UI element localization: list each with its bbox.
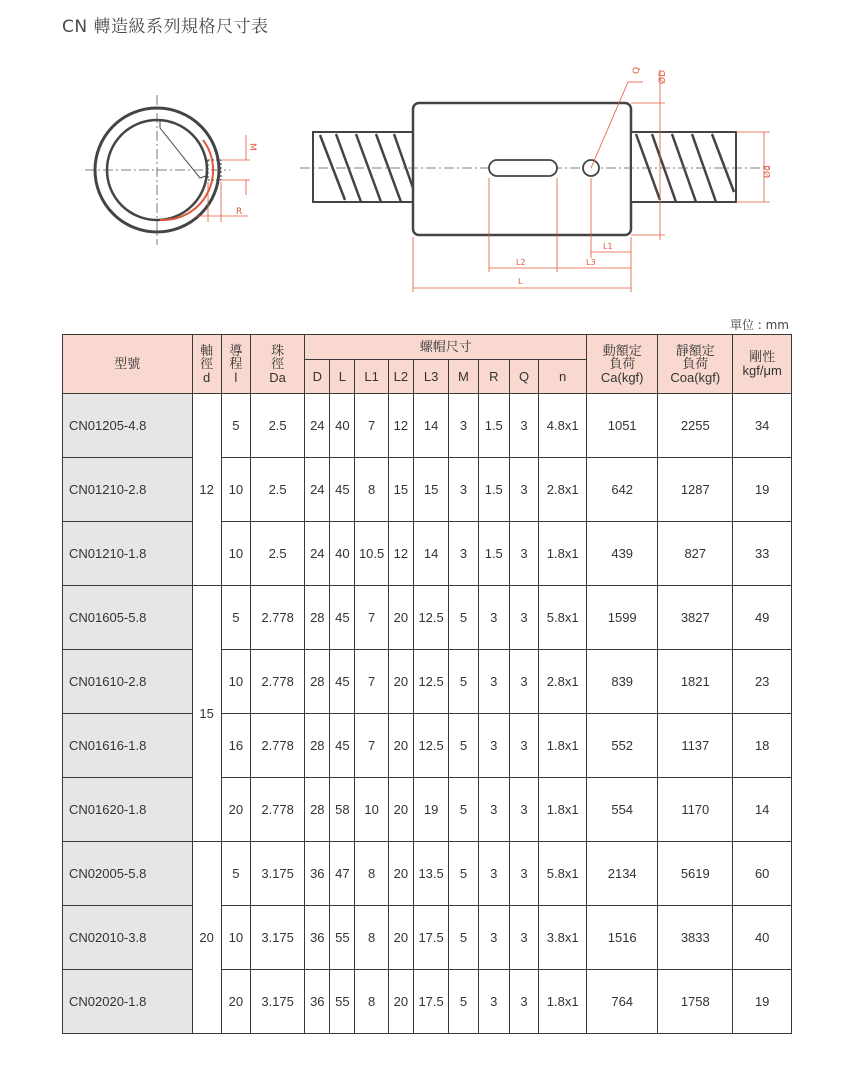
cell-d: 24 [305, 458, 330, 522]
cell-d: 24 [305, 394, 330, 458]
cell-l1: 10 [355, 778, 388, 842]
cell-d: 28 [305, 586, 330, 650]
cell-k: 60 [733, 842, 792, 906]
cell-r: 3 [478, 714, 509, 778]
cell-ca: 439 [587, 522, 658, 586]
cell-l: 45 [330, 650, 355, 714]
cell-n: 3.8x1 [539, 906, 587, 970]
cell-k: 34 [733, 394, 792, 458]
cell-r: 1.5 [478, 458, 509, 522]
cell-l2: 12 [388, 522, 413, 586]
cell-l1: 7 [355, 714, 388, 778]
cell-n: 5.8x1 [539, 842, 587, 906]
cell-l1: 7 [355, 586, 388, 650]
cell-l2: 20 [388, 970, 413, 1034]
cell-lead: 10 [221, 906, 250, 970]
cell-n: 4.8x1 [539, 394, 587, 458]
table-row [63, 458, 792, 522]
cell-l3: 14 [413, 394, 449, 458]
cell-da: 3.175 [250, 970, 304, 1034]
cell-coa: 5619 [658, 842, 733, 906]
cell-l: 45 [330, 586, 355, 650]
table-row [63, 522, 792, 586]
cell-ca: 552 [587, 714, 658, 778]
cell-l2: 20 [388, 778, 413, 842]
cell-coa: 1137 [658, 714, 733, 778]
cell-m: 5 [449, 650, 478, 714]
cell-n: 1.8x1 [539, 522, 587, 586]
header-static: 靜額定 負荷 Coa(kgf) [658, 335, 733, 394]
cell-ca: 1051 [587, 394, 658, 458]
model-cell: CN01610-2.8 [63, 650, 193, 714]
table-row [63, 394, 792, 458]
cell-d: 24 [305, 522, 330, 586]
cell-l: 58 [330, 778, 355, 842]
cell-l: 40 [330, 522, 355, 586]
model-cell: CN01620-1.8 [63, 778, 193, 842]
cell-ca: 554 [587, 778, 658, 842]
cell-ca: 642 [587, 458, 658, 522]
cell-n: 1.8x1 [539, 778, 587, 842]
cell-l3: 13.5 [413, 842, 449, 906]
cell-l: 55 [330, 906, 355, 970]
cell-da: 2.778 [250, 586, 304, 650]
dim-od-label: ØD [658, 69, 668, 84]
cell-da: 2.5 [250, 522, 304, 586]
cell-m: 5 [449, 906, 478, 970]
cell-coa: 827 [658, 522, 733, 586]
model-cell: CN02010-3.8 [63, 906, 193, 970]
cell-l2: 20 [388, 714, 413, 778]
table-row [63, 906, 792, 970]
cell-ca: 2134 [587, 842, 658, 906]
cell-r: 1.5 [478, 522, 509, 586]
cell-ca: 764 [587, 970, 658, 1034]
header-nut-l1: L1 [355, 360, 388, 394]
cell-q: 3 [509, 778, 538, 842]
cell-l3: 15 [413, 458, 449, 522]
cell-da: 2.778 [250, 650, 304, 714]
cell-d: 28 [305, 714, 330, 778]
cell-l2: 12 [388, 394, 413, 458]
cell-l3: 17.5 [413, 970, 449, 1034]
cell-coa: 1821 [658, 650, 733, 714]
table-row [63, 586, 792, 650]
cell-l: 45 [330, 714, 355, 778]
cell-da: 3.175 [250, 842, 304, 906]
cell-r: 3 [478, 906, 509, 970]
dim-l2-label: L2 [516, 258, 526, 267]
cell-l: 47 [330, 842, 355, 906]
cell-l3: 19 [413, 778, 449, 842]
cell-q: 3 [509, 842, 538, 906]
cell-q: 3 [509, 458, 538, 522]
dim-l-label: L [518, 277, 523, 286]
cell-l1: 8 [355, 906, 388, 970]
dim-l1-label: L1 [603, 242, 613, 251]
cell-q: 3 [509, 650, 538, 714]
header-nut-r: R [478, 360, 509, 394]
model-cell: CN01205-4.8 [63, 394, 193, 458]
cell-da: 3.175 [250, 906, 304, 970]
cell-n: 2.8x1 [539, 650, 587, 714]
cell-l1: 8 [355, 970, 388, 1034]
table-row [63, 778, 792, 842]
header-nut-l3: L3 [413, 360, 449, 394]
cell-r: 3 [478, 778, 509, 842]
cell-coa: 2255 [658, 394, 733, 458]
header-model: 型號 [63, 335, 193, 394]
header-dynamic: 動額定 負荷 Ca(kgf) [587, 335, 658, 394]
shaft-diameter-cell: 20 [192, 842, 221, 1034]
dim-m-label: M [247, 143, 257, 151]
header-rigidity: 剛性 kgf/μm [733, 335, 792, 394]
header-ball: 珠 徑 Da [250, 335, 304, 394]
header-nut-m: M [449, 360, 478, 394]
cell-l2: 20 [388, 906, 413, 970]
shaft-diameter-cell: 12 [192, 394, 221, 586]
cell-d: 36 [305, 906, 330, 970]
ball-screw-drawing [0, 40, 855, 300]
cell-l3: 12.5 [413, 586, 449, 650]
cell-l1: 8 [355, 458, 388, 522]
cell-lead: 20 [221, 778, 250, 842]
cell-r: 3 [478, 970, 509, 1034]
cell-ca: 839 [587, 650, 658, 714]
cell-lead: 5 [221, 394, 250, 458]
cell-d: 36 [305, 842, 330, 906]
header-nut-d: D [305, 360, 330, 394]
cell-l1: 7 [355, 650, 388, 714]
cell-q: 3 [509, 906, 538, 970]
cell-l: 40 [330, 394, 355, 458]
header-nut-l: L [330, 360, 355, 394]
cell-l1: 10.5 [355, 522, 388, 586]
cell-lead: 5 [221, 842, 250, 906]
cell-coa: 1170 [658, 778, 733, 842]
model-cell: CN01605-5.8 [63, 586, 193, 650]
header-nut-q: Q [509, 360, 538, 394]
table-row [63, 650, 792, 714]
model-cell: CN02005-5.8 [63, 842, 193, 906]
header-lead: 導 程 l [221, 335, 250, 394]
dim-od-small-label: Ød [763, 165, 773, 178]
cell-lead: 5 [221, 586, 250, 650]
cell-d: 28 [305, 650, 330, 714]
cell-q: 3 [509, 394, 538, 458]
cell-m: 3 [449, 394, 478, 458]
cell-q: 3 [509, 714, 538, 778]
cell-l2: 15 [388, 458, 413, 522]
model-cell: CN01210-2.8 [63, 458, 193, 522]
cell-coa: 1287 [658, 458, 733, 522]
cell-m: 5 [449, 842, 478, 906]
cell-d: 36 [305, 970, 330, 1034]
cell-q: 3 [509, 970, 538, 1034]
header-nut-l2: L2 [388, 360, 413, 394]
model-cell: CN01616-1.8 [63, 714, 193, 778]
end-view [85, 95, 257, 245]
cell-q: 3 [509, 586, 538, 650]
cell-k: 49 [733, 586, 792, 650]
page-title: CN 轉造級系列規格尺寸表 [62, 17, 269, 37]
cell-l3: 17.5 [413, 906, 449, 970]
cell-r: 1.5 [478, 394, 509, 458]
cell-da: 2.778 [250, 714, 304, 778]
cell-coa: 3827 [658, 586, 733, 650]
cell-l: 55 [330, 970, 355, 1034]
cell-d: 28 [305, 778, 330, 842]
cell-ca: 1516 [587, 906, 658, 970]
cell-m: 5 [449, 970, 478, 1034]
cell-lead: 10 [221, 458, 250, 522]
dim-r-label: R [236, 207, 243, 217]
cell-lead: 10 [221, 650, 250, 714]
cell-m: 5 [449, 714, 478, 778]
side-view [300, 67, 773, 292]
model-cell: CN01210-1.8 [63, 522, 193, 586]
cell-n: 2.8x1 [539, 458, 587, 522]
cell-l3: 12.5 [413, 714, 449, 778]
cell-l2: 20 [388, 650, 413, 714]
model-cell: CN02020-1.8 [63, 970, 193, 1034]
spec-table [62, 334, 792, 1034]
header-nut: 螺帽尺寸 [305, 335, 587, 360]
cell-k: 40 [733, 906, 792, 970]
cell-k: 33 [733, 522, 792, 586]
cell-r: 3 [478, 650, 509, 714]
cell-k: 18 [733, 714, 792, 778]
cell-lead: 20 [221, 970, 250, 1034]
cell-q: 3 [509, 522, 538, 586]
cell-coa: 1758 [658, 970, 733, 1034]
cell-l2: 20 [388, 586, 413, 650]
cell-n: 5.8x1 [539, 586, 587, 650]
cell-l: 45 [330, 458, 355, 522]
cell-da: 2.778 [250, 778, 304, 842]
cell-r: 3 [478, 586, 509, 650]
cell-lead: 10 [221, 522, 250, 586]
cell-k: 19 [733, 458, 792, 522]
cell-da: 2.5 [250, 394, 304, 458]
table-row [63, 970, 792, 1034]
cell-l3: 12.5 [413, 650, 449, 714]
cell-l1: 7 [355, 394, 388, 458]
cell-m: 3 [449, 458, 478, 522]
unit-label: 單位 : mm [729, 318, 789, 332]
cell-l3: 14 [413, 522, 449, 586]
cell-l2: 20 [388, 842, 413, 906]
cell-da: 2.5 [250, 458, 304, 522]
cell-k: 14 [733, 778, 792, 842]
cell-l1: 8 [355, 842, 388, 906]
cell-coa: 3833 [658, 906, 733, 970]
cell-k: 23 [733, 650, 792, 714]
cell-m: 3 [449, 522, 478, 586]
cell-lead: 16 [221, 714, 250, 778]
cell-k: 19 [733, 970, 792, 1034]
cell-n: 1.8x1 [539, 714, 587, 778]
dim-q-label: Q [632, 66, 642, 74]
table-row [63, 714, 792, 778]
header-shaft: 軸 徑 d [192, 335, 221, 394]
dim-l3-label: L3 [586, 258, 596, 267]
cell-m: 5 [449, 586, 478, 650]
cell-ca: 1599 [587, 586, 658, 650]
cell-n: 1.8x1 [539, 970, 587, 1034]
header-nut-n: n [539, 360, 587, 394]
cell-m: 5 [449, 778, 478, 842]
table-row [63, 842, 792, 906]
shaft-diameter-cell: 15 [192, 586, 221, 842]
cell-r: 3 [478, 842, 509, 906]
